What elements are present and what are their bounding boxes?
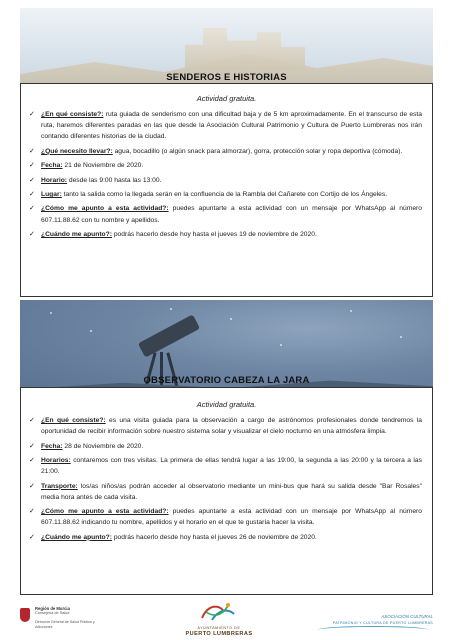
item-label: Lugar: bbox=[41, 190, 62, 198]
list-item bbox=[29, 146, 422, 157]
list-item bbox=[29, 481, 422, 503]
list-item bbox=[29, 229, 422, 240]
check-mark-icon: ✓ bbox=[29, 442, 35, 450]
item-text: puedes apuntarte a esta actividad con un mensaje por WhatsApp al número 607.11.88.62 con tu nombre y apellidos. bbox=[41, 205, 422, 224]
check-mark-icon: ✓ bbox=[29, 147, 35, 155]
list-item bbox=[29, 189, 422, 200]
list-item bbox=[29, 506, 422, 528]
item-text: puedes apuntarte a esta actividad con un mensaje por WhatsApp al número 607.11.88.62 indicando tu nombre, apellidos y el horario en el que te gustaría hacer la visita. bbox=[41, 508, 422, 527]
logo-text: PUERTO LUMBRERAS bbox=[185, 631, 253, 637]
activity-details-list bbox=[21, 109, 432, 240]
logo-text: AYUNTAMIENTO DE bbox=[197, 626, 241, 630]
item-label: Horarios: bbox=[41, 456, 71, 464]
item-label: ¿Qué necesito llevar?: bbox=[41, 147, 113, 155]
check-mark-icon: ✓ bbox=[29, 162, 35, 170]
check-mark-icon: ✓ bbox=[29, 176, 35, 184]
logo-text: Consejería de Salud bbox=[35, 611, 70, 615]
list-item bbox=[29, 203, 422, 225]
check-mark-icon: ✓ bbox=[29, 190, 35, 198]
item-text: es una visita guiada para la observación a cargo de astrónomos profesionales donde tendremos la oportunidad de recibir información sobre nuestro sistema solar y visualizar el cielo nocturno en una atmósfera limpia. bbox=[41, 417, 422, 436]
check-mark-icon: ✓ bbox=[29, 417, 35, 424]
item-label: Fecha: bbox=[41, 162, 63, 170]
activity-free-label: Actividad gratuita. bbox=[196, 94, 257, 103]
item-text: podrás hacerlo desde hoy hasta el jueves 19 de noviembre de 2020. bbox=[111, 230, 317, 238]
check-mark-icon: ✓ bbox=[29, 111, 35, 118]
list-item bbox=[29, 415, 422, 437]
telescope-illustration bbox=[138, 314, 200, 357]
ayuntamiento-logo bbox=[174, 600, 264, 640]
wave-decoration bbox=[317, 626, 429, 634]
item-label: ¿En qué consiste?: bbox=[41, 111, 104, 118]
activity-details-list bbox=[21, 415, 432, 543]
logo-text: Región de Murcia bbox=[35, 606, 70, 611]
activity-free-label: Actividad gratuita. bbox=[196, 400, 257, 409]
list-item bbox=[29, 455, 422, 477]
item-text: los/as niños/as podrán acceder al observatorio mediante un mini-bus que hará su salida desde "Bar Rosales" media hora antes de cada visita. bbox=[41, 482, 422, 501]
coat-of-arms-icon bbox=[20, 608, 30, 622]
activity-box-senderos bbox=[20, 83, 433, 297]
region-murcia-logo bbox=[20, 602, 100, 636]
item-label: ¿En qué consiste?: bbox=[41, 417, 106, 424]
logo-text: ASOCIACIÓN CULTURAL bbox=[381, 614, 433, 619]
item-text: tanto la salida como la llegada serán en la confluencia de la Rambla del Cañarete con Cortijo de los Ángeles. bbox=[61, 190, 388, 198]
check-mark-icon: ✓ bbox=[29, 230, 35, 238]
list-item bbox=[29, 175, 422, 186]
item-label: ¿Cómo me apunto a esta actividad?: bbox=[41, 508, 169, 516]
logo-text: Dirección General de Salud Pública y Adicciones bbox=[35, 620, 95, 629]
section-title-senderos: SENDEROS E HISTORIAS bbox=[166, 72, 287, 83]
list-item bbox=[29, 109, 422, 143]
check-mark-icon: ✓ bbox=[29, 482, 35, 490]
item-label: Fecha: bbox=[41, 442, 63, 450]
item-text: ruta guiada de senderismo con una dificultad baja y de 5 km aproximadamente. En el transcurso de esta ruta, haremos diferentes paradas en las que desde la Asociación Cultural Patrimonio y Cultura de Puerto Lumbreras nos irán contando diferentes historias de la ciudad. bbox=[41, 111, 422, 141]
item-label: ¿Cuándo me apunto?: bbox=[41, 230, 112, 238]
check-mark-icon: ✓ bbox=[29, 508, 35, 516]
check-mark-icon: ✓ bbox=[29, 533, 35, 541]
section-title-observatorio: OBSERVATORIO CABEZA LA JARA bbox=[143, 375, 310, 386]
activity-box-observatorio bbox=[20, 387, 433, 595]
item-text: 21 de Noviembre de 2020. bbox=[62, 162, 144, 170]
check-mark-icon: ✓ bbox=[29, 205, 35, 213]
footer-logos bbox=[0, 600, 453, 640]
list-item bbox=[29, 441, 422, 452]
logo-text: PATRIMONIO Y CULTURA DE PUERTO LUMBRERAS bbox=[332, 621, 433, 625]
item-label: Horario: bbox=[41, 176, 68, 184]
list-item bbox=[29, 532, 422, 543]
item-label: Transporte: bbox=[41, 482, 78, 490]
item-text: podrás hacerlo desde hoy hasta el jueves 26 de noviembre de 2020. bbox=[111, 533, 317, 541]
item-text: contaremos con tres visitas. La primera de ellas tendrá lugar a las 19:00, la segunda a las 20:00 y la tercera a las 21:00. bbox=[41, 456, 422, 476]
asociacion-cultural-logo bbox=[313, 604, 433, 638]
item-text: agua, bocadillo (o algún snack para almorzar), gorra, protección solar y ropa deportiva (cómoda). bbox=[112, 147, 403, 155]
item-text: desde las 9:00 hasta las 13:00. bbox=[67, 176, 162, 184]
swirl-logo-icon bbox=[198, 600, 238, 624]
list-item bbox=[29, 160, 422, 171]
item-label: ¿Cuándo me apunto?: bbox=[41, 533, 112, 541]
check-mark-icon: ✓ bbox=[29, 456, 35, 464]
item-label: ¿Cómo me apunto a esta actividad?: bbox=[41, 205, 169, 213]
item-text: 28 de Noviembre de 2020. bbox=[62, 442, 144, 450]
